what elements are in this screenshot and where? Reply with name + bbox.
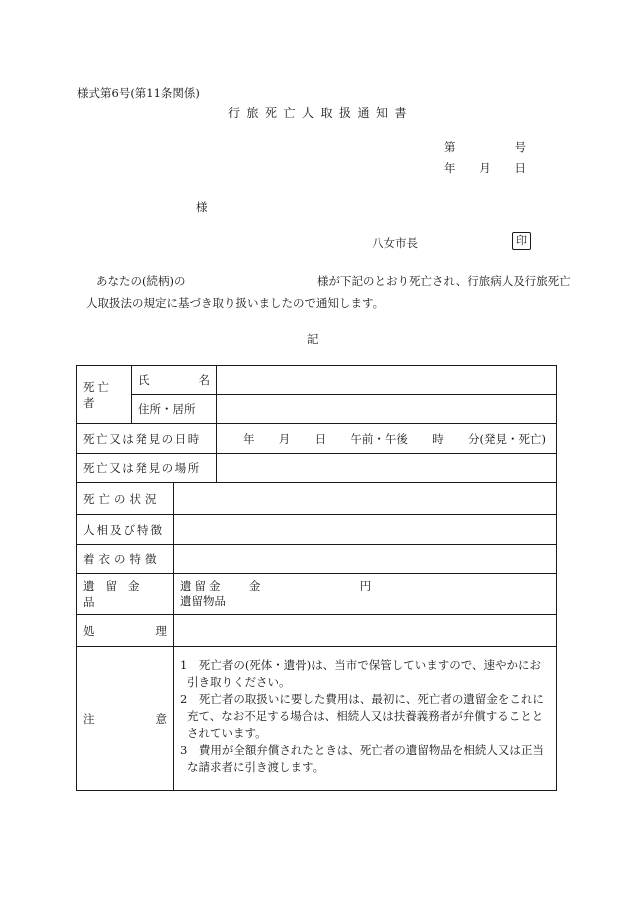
note-item-1: 1 死亡者の(死体・遺骨)は、当市で保管していますので、速やかにお引き取りください。 xyxy=(180,658,542,689)
notice-text-line2: 人取扱法の規定に基づき取り扱いましたので通知します。 xyxy=(86,296,385,310)
name-label xyxy=(138,372,210,388)
clothing-value[interactable] xyxy=(174,545,557,574)
datetime-value[interactable] xyxy=(217,424,557,454)
row-datetime xyxy=(77,424,557,454)
ki-heading: 記 xyxy=(307,332,319,346)
datetime-label: 死亡又は発見の日時 xyxy=(83,431,201,446)
notes-content xyxy=(174,647,557,791)
seal-mark: 印 xyxy=(512,232,531,250)
items-cash-kin: 金 xyxy=(248,579,261,593)
features-label: 人相及び特徴 xyxy=(83,522,164,537)
row-address xyxy=(77,395,557,424)
notes-label-cell xyxy=(77,647,174,791)
features-label-cell xyxy=(77,515,174,545)
document-title: 行旅死亡人取扱通知書 xyxy=(228,106,414,120)
items-cash-label: 遺留金 xyxy=(180,579,224,593)
row-name xyxy=(77,366,557,395)
deceased-label: 死亡者 xyxy=(83,379,112,410)
row-status xyxy=(77,483,557,515)
name-label-cell xyxy=(132,366,217,395)
addressee-suffix: 様 xyxy=(196,200,208,214)
datetime-label-cell xyxy=(77,424,217,454)
items-value[interactable] xyxy=(174,574,557,615)
form-number: 様式第6号(第11条関係) xyxy=(77,86,200,100)
dt-hour: 時 xyxy=(432,431,444,446)
disposal-value[interactable] xyxy=(174,615,557,647)
features-value[interactable] xyxy=(174,515,557,545)
date-day: 日 xyxy=(514,161,526,175)
status-value[interactable] xyxy=(174,483,557,515)
address-label-cell xyxy=(132,395,217,424)
notice-text-line1-start: あなたの(続柄)の xyxy=(96,274,186,288)
number-prefix: 第 xyxy=(444,140,456,154)
status-label-cell xyxy=(77,483,174,515)
disposal-label xyxy=(83,623,167,639)
row-features xyxy=(77,515,557,545)
dt-minute: 分(発見・死亡) xyxy=(467,431,546,446)
name-value[interactable] xyxy=(217,366,557,395)
name-label-a: 氏 xyxy=(138,373,150,387)
notes-label-a: 注 xyxy=(83,711,95,726)
details-table xyxy=(76,365,557,791)
notes-label-b: 意 xyxy=(155,711,167,726)
row-place xyxy=(77,454,557,483)
items-cash-yen: 円 xyxy=(359,579,372,593)
row-disposal xyxy=(77,615,557,647)
dt-ampm: 午前・午後 xyxy=(350,431,408,446)
row-clothing xyxy=(77,545,557,574)
notice-text-line1-end: 様が下記のとおり死亡され、行旅病人及行旅死亡 xyxy=(317,274,571,288)
dt-month: 月 xyxy=(278,431,291,446)
row-notes xyxy=(77,647,557,791)
address-value[interactable] xyxy=(217,395,557,424)
issuer-name: 八女市長 xyxy=(372,236,418,250)
date-month: 月 xyxy=(479,161,491,175)
row-items xyxy=(77,574,557,615)
clothing-label-cell xyxy=(77,545,174,574)
note-item-2: 2 死亡者の取扱いに要した費用は、最初に、死亡者の遺留金をこれに充て、なお不足する場合は、相続人又は扶養義務者が弁償することとされています。 xyxy=(180,692,544,740)
items-goods-label: 遺留物品 xyxy=(180,594,226,608)
items-label: 遺留金品 xyxy=(83,579,151,609)
status-label: 死亡の状況 xyxy=(83,491,161,506)
datetime-fields xyxy=(223,431,550,447)
deceased-label-cell xyxy=(77,366,132,424)
note-item-3: 3 費用が全額弁償されたときは、死亡者の遺留物品を相続人又は正当な請求者に引き渡します。 xyxy=(180,743,544,774)
document-date xyxy=(444,160,526,176)
dt-day: 日 xyxy=(314,431,327,446)
name-label-b: 名 xyxy=(198,373,210,387)
disposal-label-b: 理 xyxy=(155,623,167,638)
items-label-cell xyxy=(77,574,174,615)
document-number xyxy=(444,139,526,155)
clothing-label: 着衣の特徴 xyxy=(83,552,161,566)
place-value[interactable] xyxy=(217,454,557,483)
place-label: 死亡又は発見の場所 xyxy=(83,461,201,475)
number-suffix: 号 xyxy=(514,140,526,154)
disposal-label-cell xyxy=(77,615,174,647)
date-year: 年 xyxy=(444,161,456,175)
notes-label xyxy=(83,711,167,727)
dt-year: 年 xyxy=(243,431,255,446)
address-label: 住所・居所 xyxy=(138,402,196,416)
items-cash-line xyxy=(180,579,550,594)
disposal-label-a: 処 xyxy=(83,623,95,638)
place-label-cell xyxy=(77,454,217,483)
